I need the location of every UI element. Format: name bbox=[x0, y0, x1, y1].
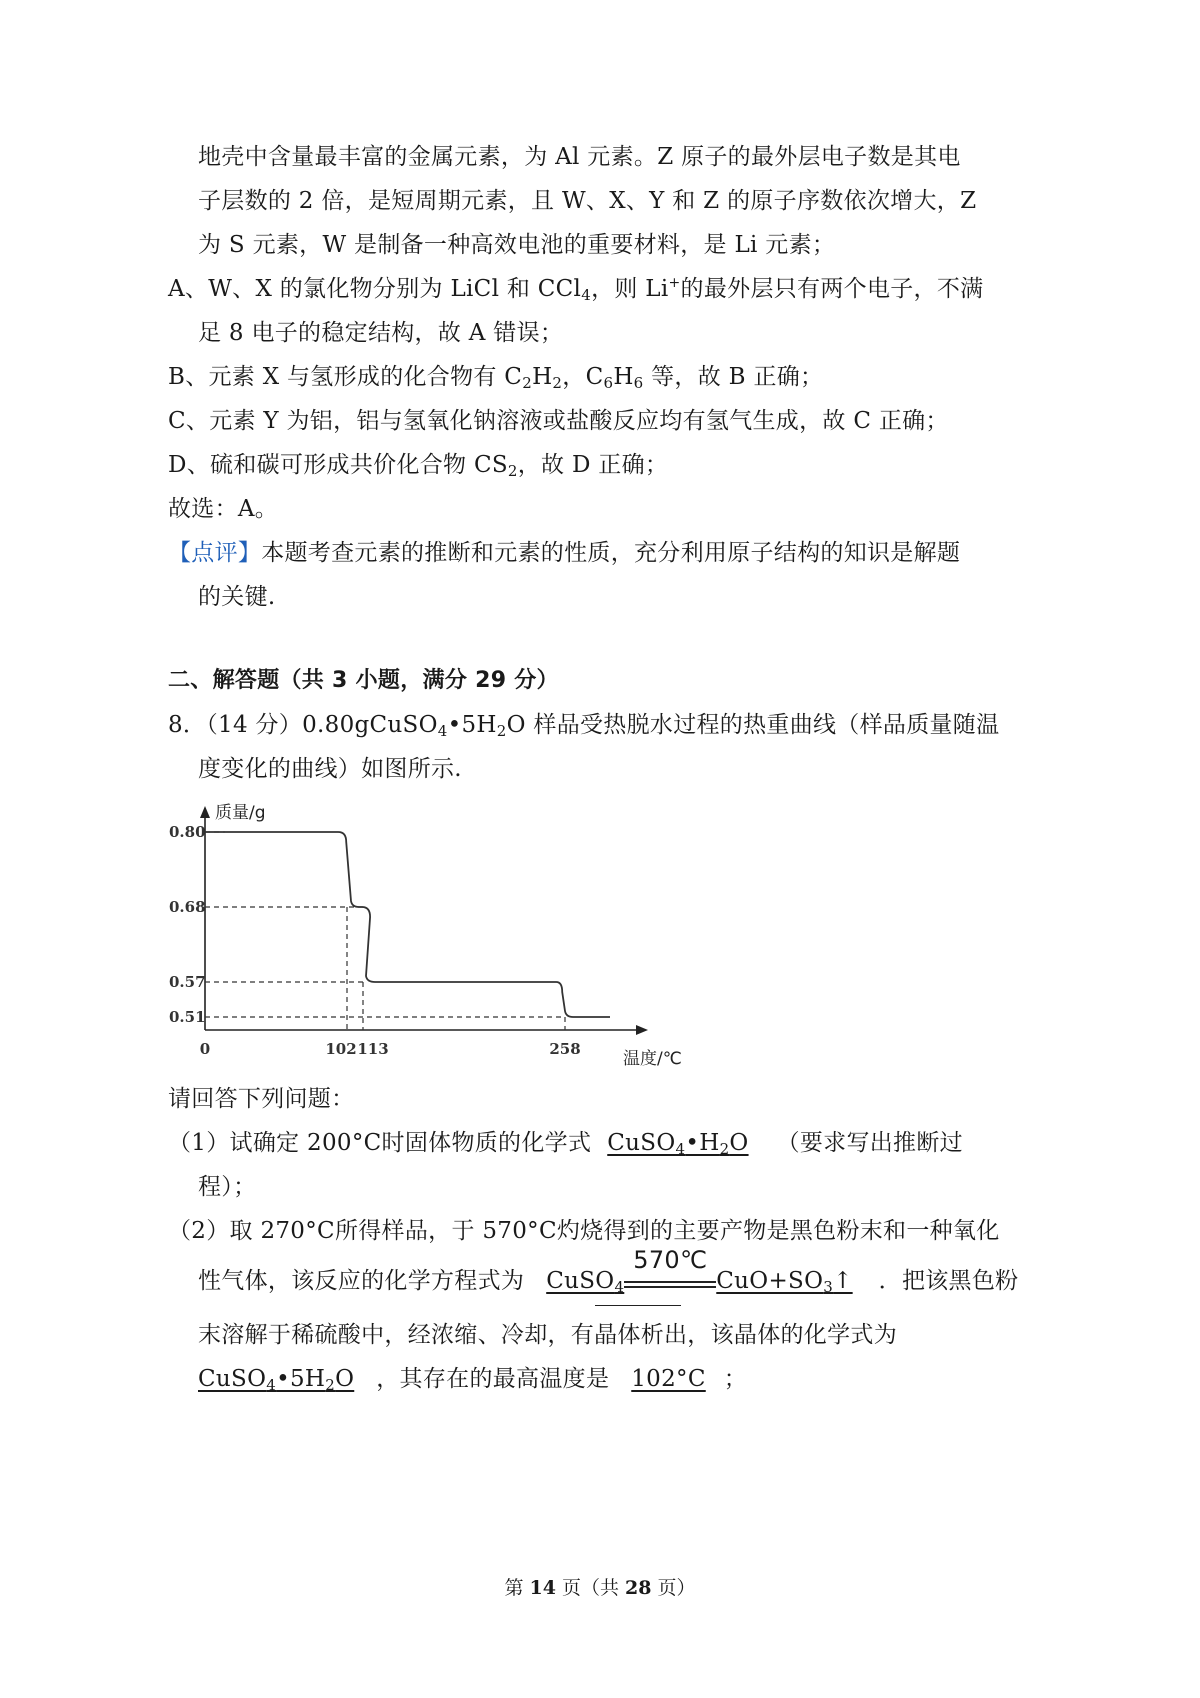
y-tick-label: 0.68 bbox=[169, 898, 206, 916]
text: 本题考查元素的推断和元素的性质，充分利用原子结构的知识是解题 bbox=[261, 540, 961, 566]
text: ，C bbox=[562, 364, 604, 390]
y-axis-arrow bbox=[200, 806, 210, 818]
mass-curve bbox=[205, 832, 610, 1017]
text: O 样品受热脱水过程的热重曲线（样品质量随温 bbox=[506, 712, 1000, 738]
equation-underline bbox=[595, 1305, 681, 1306]
text: O bbox=[335, 1366, 355, 1392]
part-2-equation-line bbox=[198, 1246, 1019, 1296]
subscript: 2 bbox=[507, 462, 518, 480]
page-footer bbox=[0, 1573, 1200, 1600]
option-d bbox=[168, 450, 668, 480]
x-tick-label: 113 bbox=[357, 1040, 389, 1058]
equation-products bbox=[716, 1266, 878, 1296]
subscript: 2 bbox=[552, 374, 563, 392]
equals-sign bbox=[624, 1281, 716, 1288]
option-a-line-1 bbox=[168, 274, 983, 304]
crystal-formula-answer bbox=[198, 1364, 376, 1394]
condition-text: 570℃ bbox=[633, 1246, 708, 1274]
subscript: 4 bbox=[675, 1140, 686, 1158]
subscript: 2 bbox=[719, 1140, 730, 1158]
text: 页） bbox=[651, 1577, 696, 1599]
text: CuSO bbox=[198, 1366, 267, 1392]
solution-line-3: 为 S 元素，W 是制备一种高效电池的重要材料，是 Li 元素； bbox=[198, 232, 836, 258]
x-axis-arrow bbox=[636, 1025, 648, 1035]
subscript: 4 bbox=[581, 286, 592, 304]
subscript: 2 bbox=[496, 722, 507, 740]
text: O bbox=[729, 1130, 749, 1156]
part-2-line-4 bbox=[198, 1364, 747, 1394]
thermogravimetric-chart bbox=[169, 802, 695, 1072]
option-b bbox=[168, 362, 823, 392]
comment-tag: 【点评】 bbox=[168, 540, 262, 566]
option-c: C、元素 Y 为铝，铝与氢氧化钠溶液或盐酸反应均有氢气生成，故 C 正确； bbox=[168, 408, 949, 434]
subscript: 4 bbox=[266, 1376, 277, 1394]
text: D、硫和碳可形成共价化合物 CS bbox=[168, 452, 508, 478]
text: •5H bbox=[276, 1366, 326, 1392]
part-2-line-3: 末溶解于稀硫酸中，经浓缩、冷却，有晶体析出，该晶体的化学式为 bbox=[198, 1322, 897, 1348]
subscript: 2 bbox=[522, 374, 533, 392]
text: 第 bbox=[504, 1577, 530, 1599]
text: （1）试确定 200°C时固体物质的化学式 bbox=[168, 1130, 592, 1156]
total-pages: 28 bbox=[625, 1577, 652, 1599]
text: 的最外层只有两个电子，不满 bbox=[680, 276, 984, 302]
text: 性气体，该反应的化学方程式为 bbox=[198, 1268, 525, 1294]
x-tick-label: 102 bbox=[325, 1040, 357, 1058]
chart-layer bbox=[169, 803, 682, 1069]
text: 等，故 B 正确； bbox=[643, 364, 824, 390]
reaction-condition bbox=[624, 1246, 716, 1288]
comment-line-1 bbox=[168, 538, 960, 568]
part-1-answer bbox=[591, 1128, 776, 1158]
text: 8．（14 分）0.80gCuSO bbox=[168, 712, 438, 738]
question-8-stem-1 bbox=[168, 710, 999, 740]
text: CuSO bbox=[546, 1268, 615, 1294]
text: •H bbox=[685, 1130, 720, 1156]
question-prompt: 请回答下列问题： bbox=[168, 1086, 355, 1112]
subscript: 6 bbox=[633, 374, 644, 392]
text: （要求写出推断过 bbox=[776, 1130, 963, 1156]
part-2-line-1: （2）取 270°C所得样品，于 570°C灼烧得到的主要产物是黑色粉末和一种氧化 bbox=[168, 1218, 1000, 1244]
subscript: 6 bbox=[603, 374, 614, 392]
option-a-line-2: 足 8 电子的稳定结构，故 A 错误； bbox=[198, 320, 564, 346]
y-tick-label: 0.51 bbox=[169, 1008, 206, 1026]
text: ，则 Li bbox=[591, 276, 669, 302]
part-1-line-2: 程）； bbox=[198, 1174, 257, 1200]
text: H bbox=[532, 364, 553, 390]
text: ．把该黑色粉 bbox=[878, 1268, 1019, 1294]
text: ，其存在的最高温度是 bbox=[376, 1366, 610, 1392]
text: ； bbox=[723, 1366, 748, 1392]
subscript: 4 bbox=[614, 1278, 625, 1296]
page-number: 14 bbox=[529, 1577, 556, 1599]
solution-line-1: 地壳中含量最丰富的金属元素，为 Al 元素。Z 原子的最外层电子数是其电 bbox=[198, 144, 961, 170]
comment-line-2: 的关键. bbox=[198, 584, 276, 610]
y-tick-label: 0.80 bbox=[169, 823, 206, 841]
text: 页（共 bbox=[555, 1577, 626, 1599]
subscript: 2 bbox=[325, 1376, 336, 1394]
text: ，故 D 正确； bbox=[517, 452, 669, 478]
y-tick-label: 0.57 bbox=[169, 973, 206, 991]
text: H bbox=[613, 364, 634, 390]
section-title: 二、解答题（共 3 小题，满分 29 分） bbox=[168, 668, 559, 693]
subscript: 4 bbox=[437, 722, 448, 740]
text: •5H bbox=[447, 712, 497, 738]
x-axis-label: 温度/℃ bbox=[623, 1049, 682, 1069]
answer-choice: 故选：A。 bbox=[168, 496, 279, 522]
superscript: + bbox=[668, 275, 681, 291]
text: CuSO bbox=[607, 1130, 676, 1156]
text: ↑ bbox=[833, 1268, 853, 1294]
text: B、元素 X 与氢形成的化合物有 C bbox=[168, 364, 523, 390]
solution-line-2: 子层数的 2 倍，是短周期元素，且 W、X、Y 和 Z 的原子序数依次增大，Z bbox=[198, 188, 977, 214]
question-8-stem-2: 度变化的曲线）如图所示. bbox=[198, 756, 462, 782]
x-tick-label: 0 bbox=[199, 1040, 211, 1058]
text: A、W、X 的氯化物分别为 LiCl 和 CCl bbox=[168, 276, 582, 302]
max-temperature-answer: 102°C bbox=[631, 1366, 706, 1392]
x-tick-label: 258 bbox=[549, 1040, 581, 1058]
equation-reactant bbox=[524, 1266, 624, 1296]
subscript: 3 bbox=[823, 1278, 834, 1296]
text: CuO+SO bbox=[716, 1268, 824, 1294]
y-axis-label: 质量/g bbox=[215, 803, 266, 823]
part-1-line-1 bbox=[168, 1128, 963, 1158]
